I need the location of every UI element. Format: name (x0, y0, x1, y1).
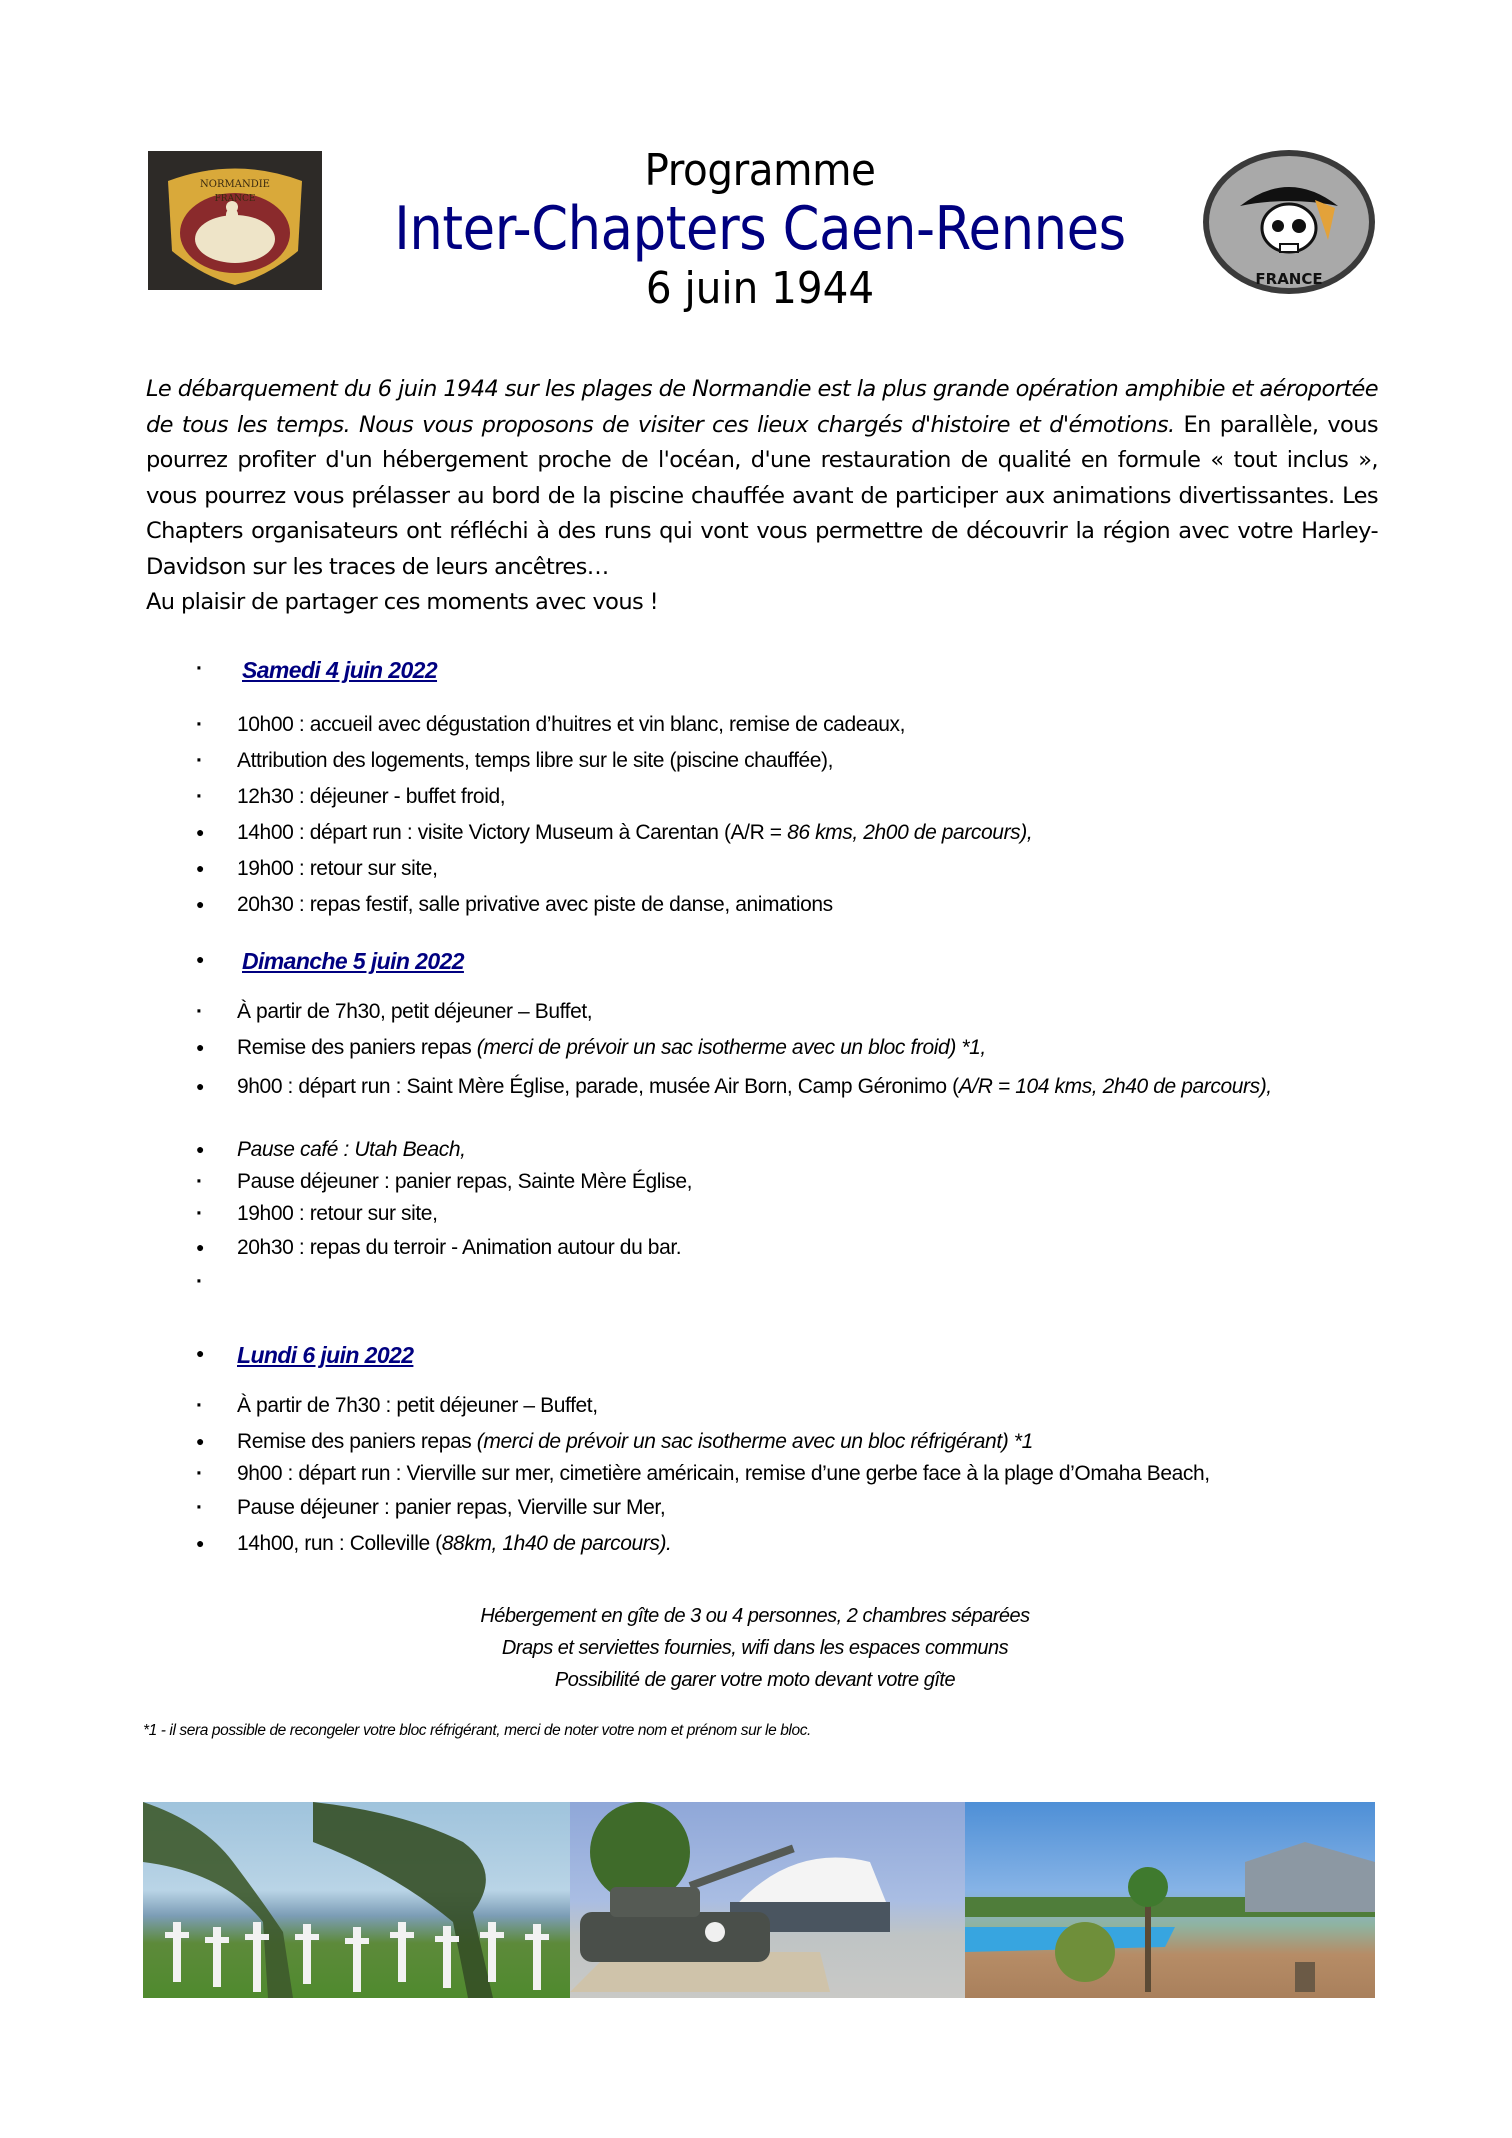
logo-sub-text: FRANCE (214, 194, 256, 204)
bullet-icon (196, 749, 216, 773)
bullet-icon (196, 1236, 216, 1261)
list-item: ● 20h30 : repas festif, salle privative avec piste de danse, animations (196, 893, 1396, 929)
bullet-icon (196, 1036, 216, 1061)
day-heading: Dimanche 5 juin 2022 (242, 948, 464, 974)
bullet-icon (196, 1170, 216, 1194)
list-item: ● Remise des paniers repas (merci de prévoir un sac isotherme avec un bloc froid) *1, (196, 1036, 1396, 1072)
pool-gites-photo (965, 1802, 1375, 1998)
list-item: · À partir de 7h30 : petit déjeuner – Buffet, (196, 1394, 1396, 1430)
document-title (340, 145, 1180, 317)
list-item: ● Remise des paniers repas (merci de prévoir un sac isotherme avec un bloc réfrigérant) *1 (196, 1430, 1396, 1462)
logo-bottom-text: FRANCE (1255, 270, 1323, 288)
list-item: · Attribution des logements, temps libre sur le site (piscine chauffée), (196, 749, 1396, 785)
day-heading: Samedi 4 juin 2022 (242, 657, 438, 683)
list-item: ● 9h00 : départ run : Saint Mère Église, parade, musée Air Born, Camp Géronimo (A/R = 104 kms, 2h40 de parcours), (196, 1072, 1317, 1138)
rennes-bretagne-pirate-skull-icon (1200, 148, 1378, 296)
bullet-icon (196, 657, 216, 681)
list-item: · Pause déjeuner : panier repas, Sainte Mère Église, (196, 1170, 1396, 1202)
footnote: *1 - il sera possible de recongeler votre bloc réfrigérant, merci de noter votre nom et prénom sur le bloc. (143, 1722, 811, 1739)
intro-italic-text: Le débarquement du 6 juin 1944 sur les plages de Normandie est la plus grande opération amphibie et aéroportée de tous les temps. Nous vous proposons de visiter ces lieux chargés d'histoire et d'émotions. (146, 376, 1378, 438)
list-item: ● 20h30 : repas du terroir - Animation autour du bar. (196, 1236, 1396, 1270)
bullet-icon (196, 785, 216, 809)
list-item: · Pause déjeuner : panier repas, Vierville sur Mer, (196, 1496, 1396, 1532)
list-item: ● 19h00 : retour sur site, (196, 857, 1396, 893)
list-item: ● 14h00 : départ run : visite Victory Museum à Carentan (A/R = 86 kms, 2h00 de parcours), (196, 821, 1396, 857)
bullet-icon (196, 713, 216, 737)
logo-top-text: NORMANDIE (200, 179, 270, 190)
bullet-icon (196, 1496, 216, 1520)
day-section-samedi (196, 657, 1396, 929)
list-item: · À partir de 7h30, petit déjeuner – Buffet, (196, 1000, 1396, 1036)
bullet-icon (196, 1000, 216, 1024)
bullet-icon (196, 821, 216, 846)
title-programme: Programme (644, 145, 876, 196)
list-item: · 12h30 : déjeuner - buffet froid, (196, 785, 1396, 821)
day-section-lundi (196, 1342, 1396, 1568)
normandie-chapter-badge-icon (148, 151, 322, 290)
bullet-icon (196, 1394, 216, 1418)
bullet-icon (196, 893, 216, 918)
bullet-icon (196, 1430, 216, 1455)
list-item (196, 1270, 1396, 1300)
photo-strip (143, 1802, 1375, 1998)
accommodation-line: Draps et serviettes fournies, wifi dans les espaces communs (501, 1637, 1009, 1659)
intro-paragraph (146, 372, 1378, 621)
intro-closing: Au plaisir de partager ces moments avec vous ! (146, 589, 659, 615)
day-heading: Lundi 6 juin 2022 (237, 1342, 414, 1368)
american-cemetery-photo (143, 1802, 570, 1998)
rennes-chapter-logo (1200, 148, 1378, 296)
bullet-icon (196, 1462, 216, 1486)
bullet-icon (196, 1138, 216, 1163)
bullet-icon (196, 1202, 216, 1226)
list-item: · 10h00 : accueil avec dégustation d’huitres et vin blanc, remise de cadeaux, (196, 713, 1396, 749)
accommodation-line: Hébergement en gîte de 3 ou 4 personnes, 2 chambres séparées (480, 1605, 1030, 1627)
title-date: 6 juin 1944 (645, 263, 875, 314)
list-item: · 9h00 : départ run : Vierville sur mer, cimetière américain, remise d’une gerbe face à la plage d’Omaha Beach, (196, 1462, 1396, 1496)
accommodation-line: Possibilité de garer votre moto devant votre gîte (554, 1669, 956, 1691)
bullet-icon (196, 948, 216, 972)
bullet-icon (196, 1342, 216, 1366)
sherman-tank-museum-photo (570, 1802, 965, 1998)
normandie-chapter-logo (148, 151, 322, 290)
bullet-icon (196, 1072, 216, 1103)
list-item: ● 14h00, run : Colleville (88km, 1h40 de parcours). (196, 1532, 1396, 1568)
bullet-icon (196, 857, 216, 882)
bullet-icon (196, 1532, 216, 1557)
bullet-icon (196, 1270, 216, 1294)
title-event-name: Inter-Chapters Caen-Rennes (394, 194, 1126, 264)
accommodation-notes (200, 1600, 1310, 1696)
day-section-dimanche (196, 948, 1396, 1300)
list-item: · 19h00 : retour sur site, (196, 1202, 1396, 1236)
intro-body-text: En parallèle, vous pourrez profiter d'un hébergement proche de l'océan, d'une restauration de qualité en formule « tout inclus », vous pourrez vous prélasser au bord de la piscine chauffée avant de participer aux animations divertissantes. Les Chapters organisateurs ont réfléchi à des runs qui vont vous permettre de découvrir la région avec votre Harley-Davidson sur les traces de leurs ancêtres… (146, 411, 1379, 580)
list-item: ● Pause café : Utah Beach, (196, 1138, 1396, 1170)
